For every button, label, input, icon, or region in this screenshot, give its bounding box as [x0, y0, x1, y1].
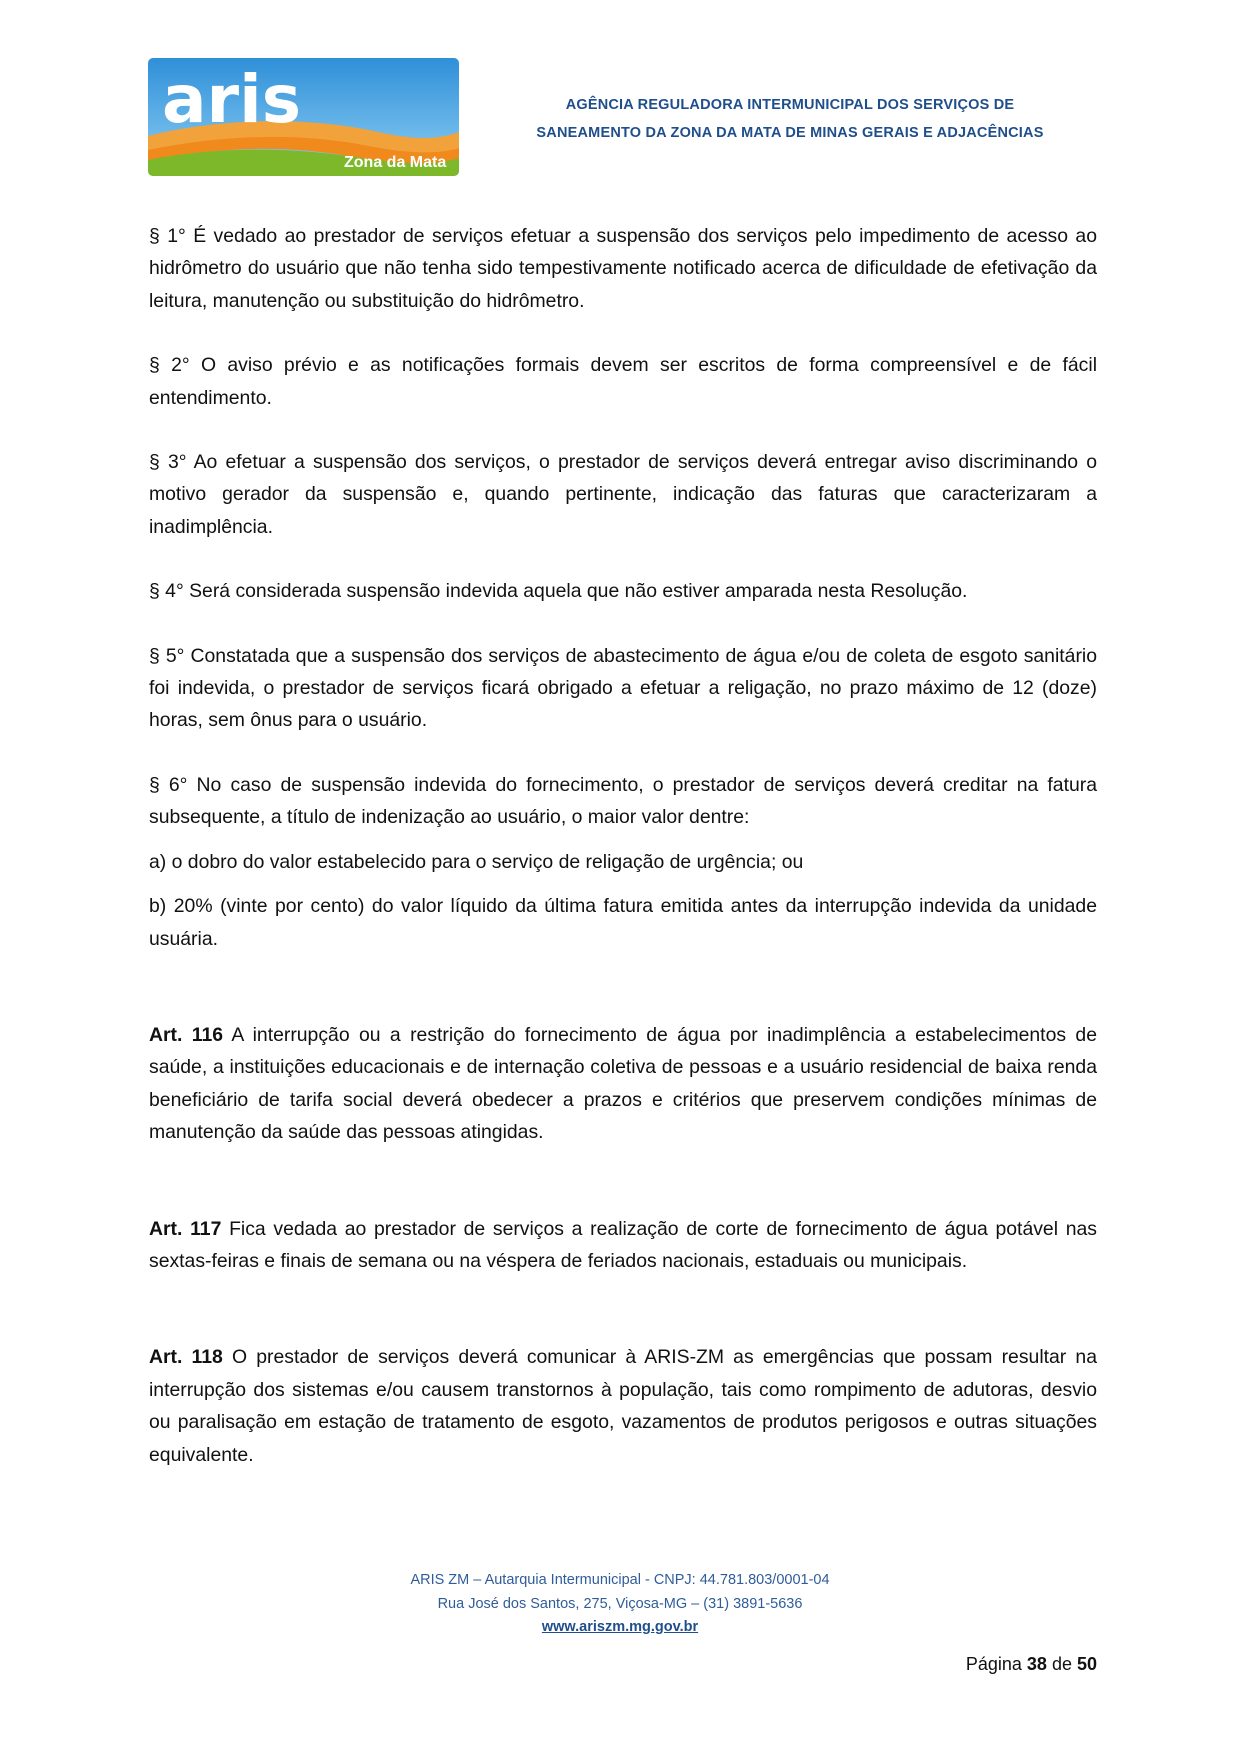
article-117	[149, 1213, 1097, 1278]
article-label: Art. 118	[149, 1346, 223, 1369]
article-label: Art. 116	[149, 1023, 224, 1046]
article-116	[149, 1019, 1097, 1149]
document-body	[149, 220, 1097, 1471]
page-current: 38	[1026, 1654, 1047, 1674]
page-number	[966, 1654, 1097, 1675]
paragraph-6-item-b: b) 20% (vinte por cento) do valor líquido da última fatura emitida antes da interrupção indevida da unidade usuária.	[149, 895, 1097, 950]
paragraph-2: § 2° O aviso prévio e as notificações formais devem ser escritos de forma compreensível e de fácil entendimento.	[149, 354, 1097, 409]
agency-name-line1: AGÊNCIA REGULADORA INTERMUNICIPAL DOS SERVIÇOS DE	[565, 97, 1015, 113]
article-text: Fica vedada ao prestador de serviços a realização de corte de fornecimento de água potável nas sextas-feiras e finais de semana ou na véspera de feriados nacionais, estaduais ou municipais.	[149, 1217, 1097, 1272]
paragraph-4: § 4° Será considerada suspensão indevida aquela que não estiver amparada nesta Resolução.	[149, 580, 968, 603]
aris-logo-graphic	[148, 58, 459, 176]
footer-website-link[interactable]: www.ariszm.mg.gov.br	[541, 1619, 699, 1635]
footer-address: Rua José dos Santos, 275, Viçosa-MG – (31) 3891-5636	[437, 1596, 803, 1612]
aris-logo	[148, 58, 459, 176]
article-118	[149, 1341, 1097, 1471]
logo-wordmark: aris	[162, 61, 301, 138]
footer-organization: ARIS ZM – Autarquia Intermunicipal - CNPJ: 44.781.803/0001-04	[410, 1572, 830, 1588]
article-text: A interrupção ou a restrição do fornecimento de água por inadimplência a estabelecimentos de saúde, a instituições educacionais e de internação coletiva de pessoas e a usuário residencial de baixa renda beneficiário de tarifa social deverá obedecer a prazos e critérios que preservem condições mínimas de manutenção da saúde das pessoas atingidas.	[149, 1023, 1097, 1144]
article-label: Art. 117	[149, 1217, 222, 1240]
paragraph-5: § 5° Constatada que a suspensão dos serviços de abastecimento de água e/ou de coleta de esgoto sanitário foi indevida, o prestador de serviços ficará obrigado a efetuar a religação, no prazo máximo de 12 (doze) horas, sem ônus para o usuário.	[149, 644, 1097, 732]
page-prefix: Página	[965, 1654, 1027, 1674]
agency-name-line2: SANEAMENTO DA ZONA DA MATA DE MINAS GERAIS E ADJACÊNCIAS	[536, 125, 1044, 141]
paragraph-6: § 6° No caso de suspensão indevida do fornecimento, o prestador de serviços deverá creditar na fatura subsequente, a título de indenização ao usuário, o maior valor dentre:	[149, 773, 1097, 829]
paragraph-1: § 1° É vedado ao prestador de serviços efetuar a suspensão dos serviços pelo impedimento de acesso ao hidrômetro do usuário que não tenha sido tempestivamente notificado acerca de dificuldade de efetivação da leitura, manutenção ou substituição do hidrômetro.	[149, 225, 1097, 312]
paragraph-6-item-a: a) o dobro do valor estabelecido para o serviço de religação de urgência; ou	[149, 850, 804, 873]
paragraph-3: § 3° Ao efetuar a suspensão dos serviços, o prestador de serviços deverá entregar aviso discriminando o motivo gerador da suspensão e, quando pertinente, indicação das faturas que caracterizaram a inadimplência.	[149, 451, 1097, 538]
page-total: 50	[1076, 1654, 1097, 1674]
page-middle: de	[1046, 1654, 1077, 1674]
logo-subtitle: Zona da Mata	[344, 154, 447, 171]
article-text: O prestador de serviços deverá comunicar à ARIS-ZM as emergências que possam resultar na interrupção dos sistemas e/ou causem transtornos à população, tais como rompimento de adutoras, desvio ou paralisação em estação de tratamento de esgoto, vazamentos de produtos perigosos e outras situações equivalente.	[149, 1346, 1097, 1466]
